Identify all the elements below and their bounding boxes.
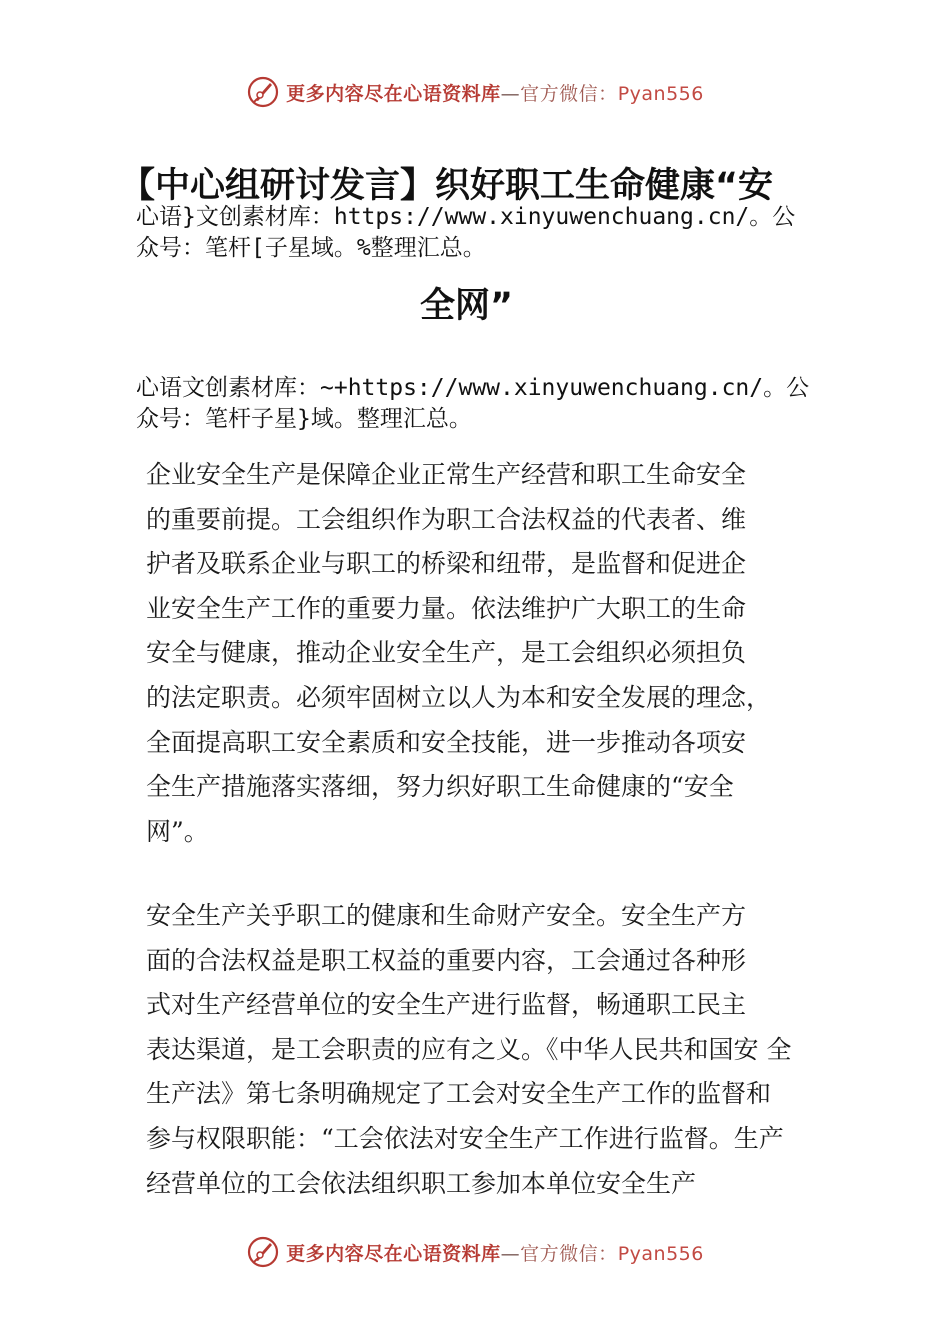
paragraph-line: 全生产措施落实落细，努力织好职工生命健康的“安全 (146, 772, 734, 802)
quill-pen-logo-icon (246, 1235, 280, 1269)
paragraph-line: 表达渠道，是工会职责的应有之义。《中华人民共和国安 全 (146, 1034, 792, 1064)
paragraph-line: 安全与健康，推动企业安全生产，是工会组织必须担负 (146, 638, 747, 668)
banner-text (286, 1239, 704, 1266)
source-note-1-line-1: 心语}文创素材库：https://www.xinyuwenchuang.cn/。公 (136, 204, 796, 230)
footer-banner (0, 1232, 950, 1272)
banner-wechat-label: 官方微信： (520, 82, 618, 105)
quill-pen-logo-icon (246, 75, 280, 109)
paragraph-line: 企业安全生产是保障企业正常生产经营和职工生命安全 (146, 460, 747, 489)
source-note-2 (136, 373, 809, 435)
paragraph-line: 生产法》第七条明确规定了工会对安全生产工作的监督和 (146, 1079, 772, 1109)
paragraph-line: 网”。 (146, 816, 209, 846)
banner-text (286, 79, 704, 106)
document-title-line-2: 全网” (420, 286, 514, 326)
body-paragraph-1 (146, 453, 846, 854)
paragraph-line: 参与权限职能：“工会依法对安全生产工作进行监督。生产 (146, 1123, 784, 1153)
source-note-2-line-2: 众号：笔杆子星}域。整理汇总。 (136, 406, 472, 432)
banner-wechat-label: 官方微信： (520, 1242, 618, 1265)
source-note-2-line-1: 心语文创素材库：~+https://www.xinyuwenchuang.cn/。公 (136, 375, 810, 401)
document-title-line-1: 【中心组研讨发言】织好职工生命健康“安 (120, 166, 774, 206)
banner-separator: — (500, 1242, 521, 1265)
banner-main-text: 更多内容尽在心语资料库 (286, 1242, 501, 1265)
paragraph-line: 面的合法权益是职工权益的重要内容，工会通过各种形 (146, 945, 747, 975)
banner-separator: — (500, 82, 521, 105)
paragraph-line: 式对生产经营单位的安全生产进行监督，畅通职工民主 (146, 990, 747, 1020)
source-note-1-line-2: 众号：笔杆[子星域。%整理汇总。 (136, 235, 486, 261)
paragraph-line: 经营单位的工会依法组织职工参加本单位安全生产 (146, 1168, 697, 1198)
paragraph-line: 的重要前提。工会组织作为职工合法权益的代表者、维 (146, 504, 747, 534)
paragraph-line: 全面提高职工安全素质和安全技能，进一步推动各项安 (146, 727, 747, 757)
paragraph-line: 的法定职责。必须牢固树立以人为本和安全发展的理念， (146, 682, 772, 712)
paragraph-line: 安全生产关乎职工的健康和生命财产安全。安全生产方 (146, 901, 747, 930)
banner-wechat-id: Pyan556 (617, 1242, 704, 1265)
banner-main-text: 更多内容尽在心语资料库 (286, 82, 501, 105)
source-note-1 (136, 202, 795, 264)
paragraph-line: 护者及联系企业与职工的桥梁和纽带，是监督和促进企 (146, 549, 747, 579)
banner-wechat-id: Pyan556 (617, 82, 704, 105)
paragraph-line: 业安全生产工作的重要力量。依法维护广大职工的生命 (146, 593, 747, 623)
header-banner (0, 72, 950, 112)
body-paragraph-2 (146, 894, 846, 1206)
